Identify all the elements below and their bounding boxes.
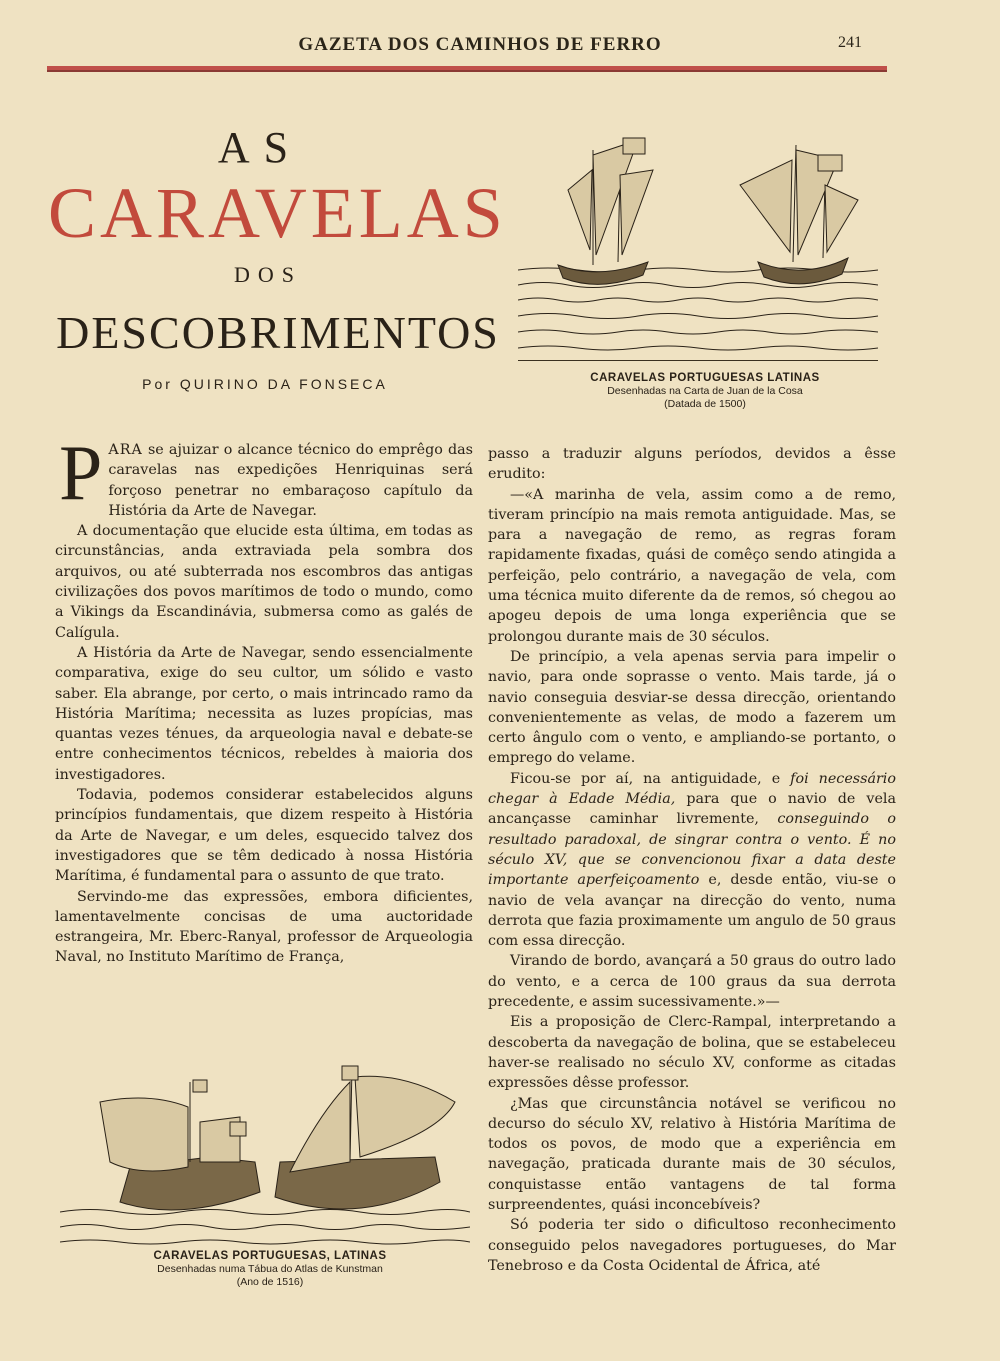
right-p4-d: conseguindo o resultado paradoxal, de singrar contra o vento. É no século XV, que se convencionou fixar a data deste importante aperfeiçoamento <box>488 811 896 889</box>
publication-title: GAZETA DOS CAMINHOS DE FERRO <box>298 34 662 55</box>
left-paragraph-4: Todavia, podemos considerar estabelecidos alguns princípios fundamentais, que dizem respeito à História da Arte de Navegar, e um deles, esquecido talvez dos investigadores que se têm dedicado à nossa História Marítima, é fundamental para o assunto de que trato. <box>55 787 473 885</box>
title-descobrimentos: DESCOBRIMENTOS <box>56 307 500 358</box>
left-paragraph-1 <box>55 429 473 521</box>
right-paragraph-4 <box>488 769 896 952</box>
caption-bottom-line2: (Ano de 1516) <box>236 1276 304 1288</box>
left-p1-text: se ajuizar o alcance técnico do emprêgo das caravelas nas expedições Henriquinas será forçoso penetrar no embaraçoso capítulo da História da Arte de Navegar. <box>108 442 473 519</box>
right-paragraph-6: Eis a proposição de Clerc-Rampal, interpretando a descoberta da navegação de bolina, que se estabeleceu haver-se realisado no século XV, conforme as citadas expressões dêsse professor. <box>488 1014 896 1092</box>
caravels-illustration-top <box>518 130 878 361</box>
right-p4-c: para que o navio de vela ancançasse caminhar livremente, <box>488 791 897 828</box>
caravels-illustration-bottom <box>60 1062 470 1247</box>
caption-bottom <box>80 1250 460 1289</box>
header-rule <box>47 66 887 72</box>
caption-bottom-line1: Desenhadas numa Tábua do Atlas de Kunstman <box>157 1263 383 1275</box>
right-p4-b: foi necessário chegar à Edade Média, <box>488 770 896 808</box>
caption-top-line2: (Datada de 1500) <box>664 398 746 410</box>
caravels-drawing-top <box>518 130 878 360</box>
right-paragraph-2: —«A marinha de vela, assim como a de remo, tiveram princípio na mais remota antiguidade. Mas, se para a navegação de remo, as regras foram rapidamente fixadas, quási de comêço sendo atingida a perfeição, pelo contrário, a navegação de vela, com uma técnica muito diferente da de remos, só chegou ao apogeu depois de uma longa experiência que se prolongou durante mais de 30 séculos. <box>488 486 896 645</box>
title-as: AS <box>217 123 303 172</box>
caption-top-title: CARAVELAS PORTUGUESAS LATINAS <box>590 372 820 384</box>
left-paragraph-2: A documentação que elucide esta última, em todas as circunstâncias, anda extraviada pela sombra dos arquivos, ou até subterrada nos escombros das antigas civilizações dos povos marítimos de todo o mundo, como a Vikings da Escandinávia, submersa como as galés de Calígula. <box>55 523 473 641</box>
first-word: ARA <box>108 442 143 458</box>
right-p4-e: e, desde então, viu-se o navio de vela avançar na direcção do vento, numa derrota que fazia proximamente um angulo de 50 graus com essa direcção. <box>488 872 896 950</box>
caravels-drawing-bottom <box>60 1062 470 1247</box>
right-paragraph-5: Virando de bordo, avançará a 50 graus do outro lado do vento, e a cerca de 100 graus da sua derrota precedente, e assim sucessivamente.»— <box>488 953 896 1011</box>
left-paragraph-3: A História da Arte de Navegar, sendo essencialmente comparativa, exige do seu cultor, um sólido e vasto saber. Ela abrange, por certo, o mais intrincado ramo da História Marítima; necessita as luzes propícias, mas quantas vezes ténues, da arqueologia naval e debate-se entre conhecimentos técnicos, rebeldes à maioria dos investigadores. <box>55 644 473 783</box>
right-p4-a: Ficou-se por aí, na antiguidade, e <box>510 770 791 787</box>
right-paragraph-3: De princípio, a vela apenas servia para impelir o navio, para onde soprasse o vento. Mais tarde, já o navio conseguia desviar-se dessa direcção, orientando convenientemente as velas, de modo a fazerem um certo ângulo com o vento, e ampliando-se portanto, o emprego do velame. <box>488 648 896 767</box>
caption-top-line1: Desenhadas na Carta de Juan de la Cosa <box>607 385 803 397</box>
title-caravelas: CARAVELAS <box>48 173 507 253</box>
left-paragraph-5: Servindo-me das expressões, embora dificientes, lamentavelmente concisas de uma auctoridade estrangeira, Mr. Eberc-Ranyal, professor de Arqueologia Naval, no Instituto Marítimo de França, <box>55 888 473 966</box>
page-number: 241 <box>838 34 862 51</box>
right-paragraph-7: ¿Mas que circunstância notável se verificou no decurso do século XV, relativo à História Marítima de todos os povos, de modo que a experiência em navegação, praticada durante mais de 30 séculos, conquistasse então vantagens de tal forma surpreendentes, quási inconcebíveis? <box>488 1095 896 1213</box>
dropcap: P <box>59 429 103 516</box>
title-dos: DOS <box>233 262 302 287</box>
right-column <box>488 444 896 1276</box>
byline: Por QUIRINO DA FONSECA <box>142 376 388 392</box>
caption-top <box>540 372 870 411</box>
right-paragraph-8: Só poderia ter sido o dificultoso reconhecimento conseguido pelos navegadores portugueses, do Mar Tenebroso e da Costa Ocidental de África, até <box>488 1217 896 1274</box>
left-column <box>55 429 473 968</box>
right-paragraph-1: passo a traduzir alguns períodos, devidos a êsse erudito: <box>488 446 896 483</box>
caption-bottom-title: CARAVELAS PORTUGUESAS, LATINAS <box>153 1250 387 1262</box>
